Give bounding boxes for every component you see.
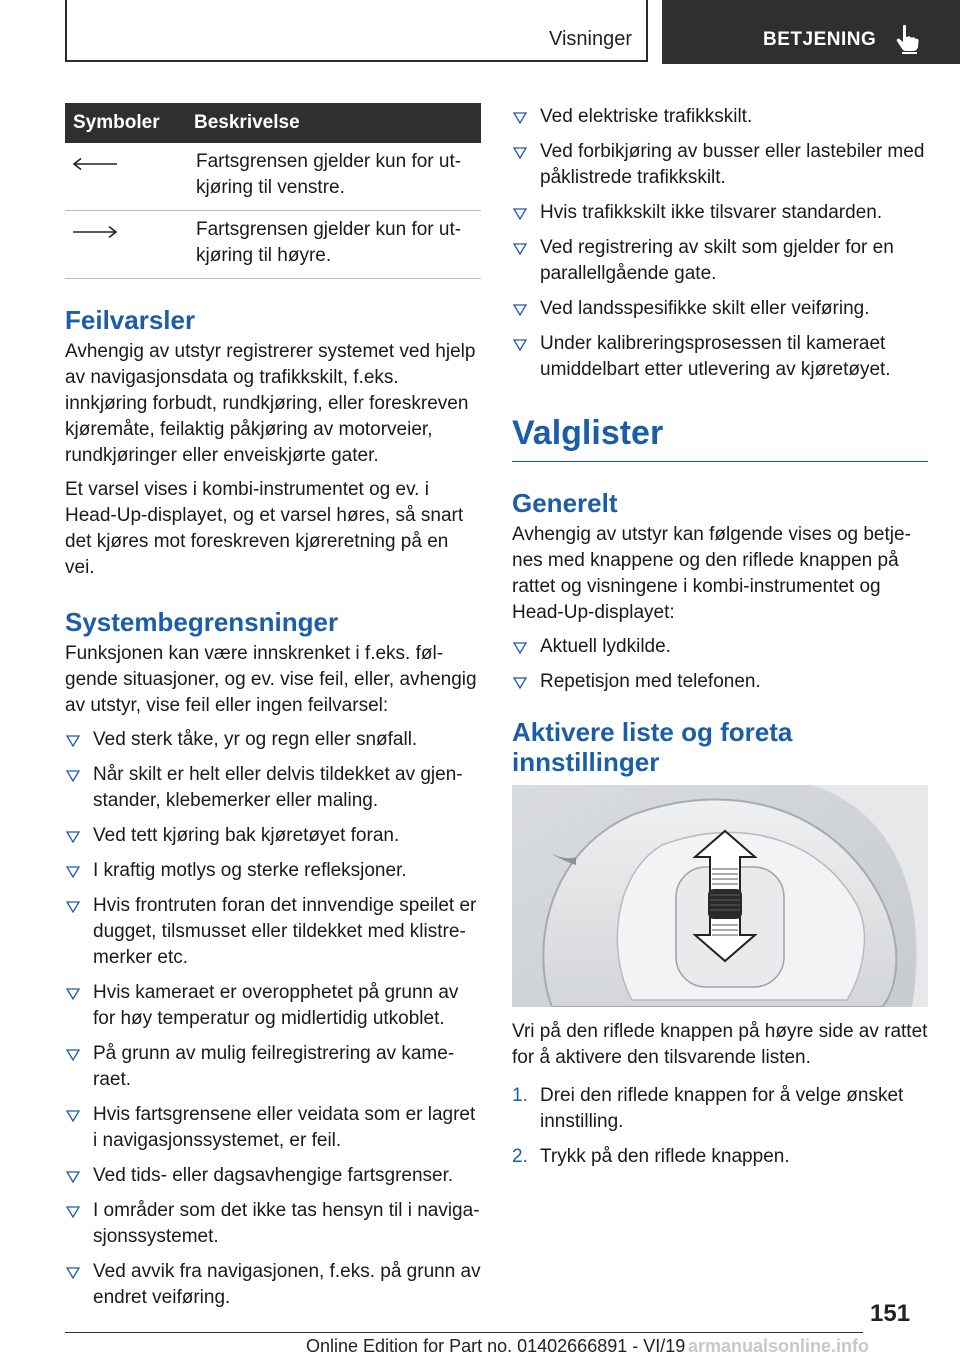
list-item bbox=[512, 139, 928, 191]
triangle-bullet-icon bbox=[513, 243, 527, 255]
list-item bbox=[65, 1041, 481, 1093]
header-section-box bbox=[65, 0, 648, 62]
list-item-text: I områder som det ikke tas hensyn til i navigasjonssystemet. bbox=[93, 1200, 480, 1247]
triangle-bullet-icon bbox=[513, 677, 527, 689]
list-item-text: Aktuell lydkilde. bbox=[540, 636, 671, 657]
list-item bbox=[512, 104, 928, 130]
list-item-text: Hvis trafikkskilt ikke tilsvarer standarden. bbox=[540, 202, 883, 223]
list-item bbox=[512, 235, 928, 287]
triangle-bullet-icon bbox=[66, 1110, 80, 1122]
header-section-title: Visninger bbox=[548, 28, 632, 50]
step-number: 1. bbox=[512, 1085, 528, 1106]
table-row bbox=[65, 143, 481, 211]
limitations-list-continued bbox=[512, 104, 928, 383]
list-item-text: Ved landsspesifikke skilt eller veiføring. bbox=[540, 298, 870, 319]
arrow-left-icon bbox=[72, 157, 118, 171]
list-item bbox=[65, 1163, 481, 1189]
step-item bbox=[512, 1083, 928, 1135]
list-item-text: Ved tids- eller dagsavhengige fartsgrenser. bbox=[93, 1165, 454, 1186]
step-text: Drei den riflede knappen for å velge ønsket innstilling. bbox=[540, 1085, 904, 1132]
list-item-text: Hvis fartsgrensene eller veidata som er lagret i navigasjonssystemet, er feil. bbox=[93, 1104, 476, 1151]
right-column bbox=[512, 104, 928, 1179]
header-chapter-title: BETJENING bbox=[763, 29, 877, 50]
triangle-bullet-icon bbox=[66, 1049, 80, 1061]
systembegrensninger-heading: Systembegrensninger bbox=[65, 607, 339, 637]
triangle-bullet-icon bbox=[66, 1206, 80, 1218]
wheel-caption: Vri på den riflede knappen på høyre side av rattet for å aktivere den tilsvarende listen. bbox=[512, 1021, 928, 1068]
list-item-text: Ved avvik fra navigasjonen, f.eks. på grunn av endret veiføring. bbox=[93, 1261, 481, 1308]
triangle-bullet-icon bbox=[513, 208, 527, 220]
triangle-bullet-icon bbox=[513, 147, 527, 159]
list-item bbox=[65, 893, 481, 971]
list-item-text: Ved registrering av skilt som gjelder for en parallellgående gate. bbox=[540, 237, 894, 284]
triangle-bullet-icon bbox=[66, 1171, 80, 1183]
step-item bbox=[512, 1144, 928, 1170]
list-item bbox=[512, 200, 928, 226]
list-item-text: Repetisjon med telefonen. bbox=[540, 671, 761, 692]
description-cell: Fartsgrensen gjelder kun for utkjøring til høyre. bbox=[188, 211, 481, 279]
triangle-bullet-icon bbox=[66, 866, 80, 878]
hand-pointer-icon bbox=[895, 24, 921, 54]
systembegrensninger-intro: Funksjonen kan være innskrenket i f.eks. følgende situasjoner, og ev. vise feil, eller, avhengig av utstyr, vise feil eller ingen feilvarsel: bbox=[65, 643, 477, 716]
list-item bbox=[65, 1259, 481, 1311]
list-item-text: På grunn av mulig feilregistrering av kameraet. bbox=[93, 1043, 455, 1090]
footer-edition: Online Edition for Part no. 01402666891 - VI/19 bbox=[306, 1336, 686, 1356]
generelt-paragraph: Avhengig av utstyr kan følgende vises og betjenes med knappene og den riflede knappen på rattet og visningene i kombi-instrumentet og Head-Up-displayet: bbox=[512, 524, 911, 623]
list-item-text: Hvis kameraet er overopphetet på grunn av for høy temperatur og midlertidig utkoblet. bbox=[93, 982, 459, 1029]
list-item bbox=[65, 1198, 481, 1250]
list-item bbox=[65, 823, 481, 849]
triangle-bullet-icon bbox=[513, 112, 527, 124]
description-cell: Fartsgrensen gjelder kun for utkjøring til venstre. bbox=[188, 143, 481, 211]
list-item-text: Ved forbikjøring av busser eller lastebiler med påklistrede trafikkskilt. bbox=[540, 141, 925, 188]
generelt-list bbox=[512, 634, 928, 695]
list-item-text: Under kalibreringsprosessen til kameraet umiddelbart etter utlevering av kjøretøyet. bbox=[540, 333, 891, 380]
arrow-right-icon bbox=[72, 225, 118, 239]
step-number: 2. bbox=[512, 1146, 528, 1167]
list-item bbox=[65, 727, 481, 753]
table-row bbox=[65, 211, 481, 279]
header-chapter-tab bbox=[662, 0, 960, 64]
list-item-text: Når skilt er helt eller delvis tildekket av gjenstander, klebemerker eller maling. bbox=[93, 764, 463, 811]
symbols-column-header: Symboler bbox=[65, 103, 188, 143]
symbols-table bbox=[65, 103, 481, 279]
list-item bbox=[65, 980, 481, 1032]
description-column-header: Beskrivelse bbox=[188, 103, 481, 143]
list-item bbox=[512, 634, 928, 660]
triangle-bullet-icon bbox=[66, 1267, 80, 1279]
symbol-cell bbox=[65, 211, 188, 279]
footer-divider bbox=[65, 1332, 863, 1333]
list-item bbox=[65, 1102, 481, 1154]
list-item bbox=[512, 296, 928, 322]
aktivere-heading: Aktivere liste og foreta innstillinger bbox=[512, 717, 793, 777]
generelt-heading: Generelt bbox=[512, 488, 618, 518]
list-item bbox=[512, 669, 928, 695]
steps-list bbox=[512, 1083, 928, 1170]
list-item bbox=[512, 331, 928, 383]
list-item-text: Hvis frontruten foran det innvendige speilet er dugget, tilsmusset eller tildekket med klistremerker etc. bbox=[93, 895, 477, 968]
list-item-text: Ved sterk tåke, yr og regn eller snøfall. bbox=[93, 729, 418, 750]
feilvarsler-heading: Feilvarsler bbox=[65, 305, 196, 335]
triangle-bullet-icon bbox=[513, 304, 527, 316]
list-item bbox=[65, 762, 481, 814]
triangle-bullet-icon bbox=[66, 735, 80, 747]
footer-watermark: armanualsonline.info bbox=[688, 1336, 870, 1356]
feilvarsler-paragraph-1: Avhengig av utstyr registrerer systemet ved hjelp av navigasjonsdata og trafikkskilt, f.eks. innkjøring forbudt, rundkjøring, eller foreskreven kjøremåte, feilaktig påkjøring av motorveier, rundkjøringer eller enveiskjørte gater. bbox=[65, 341, 476, 466]
triangle-bullet-icon bbox=[513, 642, 527, 654]
triangle-bullet-icon bbox=[66, 831, 80, 843]
list-item-text: Ved elektriske trafikkskilt. bbox=[540, 106, 753, 127]
list-item-text: I kraftig motlys og sterke refleksjoner. bbox=[93, 860, 407, 881]
feilvarsler-paragraph-2: Et varsel vises i kombi-instrumentet og ev. i Head-Up-displayet, og et varsel høres, så snart det kjøres mot foreskreven kjøreretning på en vei. bbox=[65, 479, 464, 578]
limitations-list bbox=[65, 727, 481, 1311]
triangle-bullet-icon bbox=[66, 770, 80, 782]
list-item bbox=[65, 858, 481, 884]
list-item-text: Ved tett kjøring bak kjøretøyet foran. bbox=[93, 825, 400, 846]
valglister-heading: Valglister bbox=[512, 413, 928, 462]
left-column bbox=[65, 103, 481, 1320]
triangle-bullet-icon bbox=[66, 901, 80, 913]
symbol-cell bbox=[65, 143, 188, 211]
triangle-bullet-icon bbox=[66, 988, 80, 1000]
step-text: Trykk på den riflede knappen. bbox=[540, 1146, 790, 1167]
triangle-bullet-icon bbox=[513, 339, 527, 351]
steering-wheel-illustration bbox=[512, 785, 928, 1007]
page-number: 151 bbox=[870, 1300, 911, 1327]
